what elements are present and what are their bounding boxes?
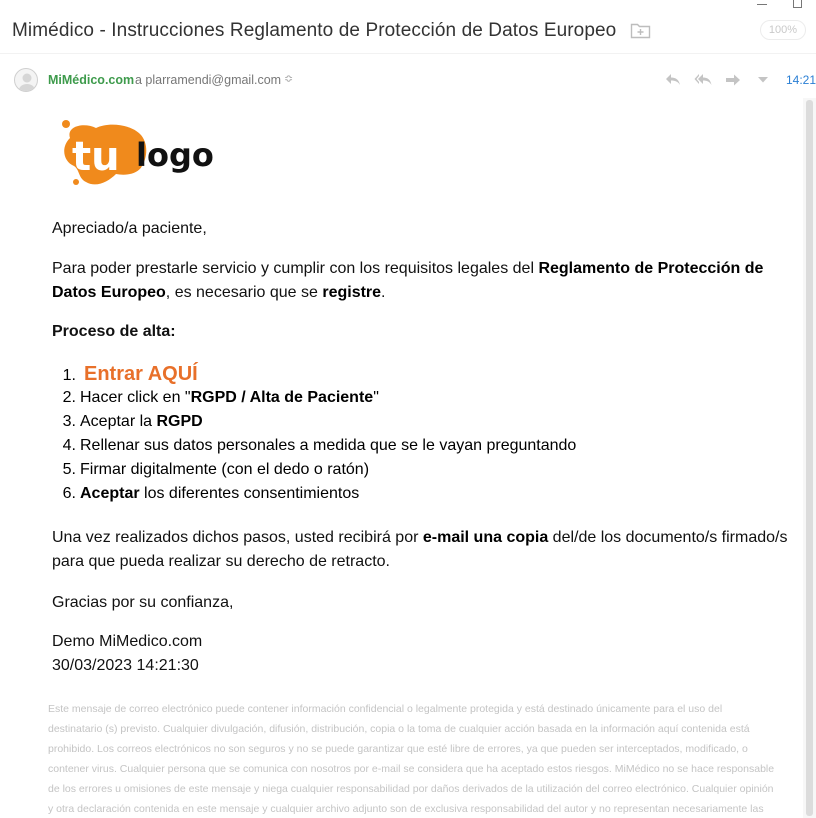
email-subject: Mimédico - Instrucciones Reglamento de Protección de Datos Europeo — [12, 20, 617, 41]
logo-text-tu: tu — [72, 134, 120, 180]
step-text: Firmar digitalmente (con el dedo o ratón) — [80, 461, 370, 478]
move-to-folder-button[interactable] — [630, 21, 652, 39]
scrollbar-thumb[interactable] — [806, 100, 813, 816]
user-icon — [15, 69, 38, 92]
intro-bold-2: registre — [322, 284, 382, 301]
greeting: Apreciado/a paciente, — [52, 220, 207, 237]
intro-text-3: . — [381, 284, 386, 301]
step-item — [52, 458, 576, 482]
chevron-down-icon — [757, 76, 769, 84]
maximize-button[interactable] — [793, 0, 802, 8]
step-bold: Aceptar — [80, 485, 140, 502]
message-header — [0, 64, 816, 96]
reply-all-button[interactable] — [694, 72, 712, 88]
details-toggle[interactable]: ≎ — [284, 73, 294, 85]
outro-paragraph — [52, 526, 797, 574]
step-number: 4. — [62, 437, 76, 454]
step-item — [52, 410, 576, 434]
process-title: Proceso de alta: — [52, 323, 176, 340]
reply-button[interactable] — [664, 72, 682, 88]
minimize-button[interactable] — [757, 4, 767, 5]
outro-text-2: del/de los documento/s firmado/s para que pueda realizar su derecho de retracto. — [52, 529, 788, 570]
step-text: Aceptar la — [80, 413, 157, 430]
logo-text-logo: logo — [136, 136, 214, 174]
signature-date: 30/03/2023 14:21:30 — [52, 657, 199, 674]
step-bold: RGPD — [156, 413, 203, 430]
step-number: 6. — [62, 485, 76, 502]
forward-button[interactable] — [724, 72, 742, 88]
header-divider — [0, 53, 816, 54]
intro-bold-1: Reglamento de Protección de Datos Europeo — [52, 260, 764, 301]
intro-text-1: Para poder prestarle servicio y cumplir con los requisitos legales del — [52, 260, 539, 277]
reply-all-icon — [694, 73, 712, 87]
step-bold: RGPD / Alta de Paciente — [190, 389, 374, 406]
avatar — [14, 68, 38, 92]
step-item — [52, 434, 576, 458]
closing-line: Gracias por su confianza, — [52, 594, 234, 611]
step-number: 3. — [62, 413, 76, 430]
message-actions — [664, 72, 772, 88]
received-time: 14:21 — [785, 73, 816, 87]
step-item — [52, 362, 576, 386]
intro-text-2: , es necesario que se — [165, 284, 323, 301]
step-text-after: " — [373, 389, 379, 406]
step-text: Hacer click en " — [80, 389, 191, 406]
outro-text-1: Una vez realizados dichos pasos, usted recibirá por — [52, 529, 423, 546]
message-body — [0, 98, 803, 818]
step-item — [52, 482, 576, 506]
subject-bar — [0, 12, 816, 50]
signature-name: Demo MiMedico.com — [52, 633, 203, 650]
more-actions-button[interactable] — [754, 72, 772, 88]
step-item — [52, 386, 576, 410]
folder-plus-icon — [630, 21, 652, 39]
step-text: Rellenar sus datos personales a medida que se le vayan preguntando — [80, 437, 577, 454]
zoom-level[interactable]: 100% — [760, 20, 806, 40]
intro-paragraph — [52, 257, 792, 305]
enter-here-link[interactable]: Entrar AQUÍ — [84, 363, 198, 385]
sender-name[interactable]: MiMédico.com — [48, 73, 135, 87]
step-number: 1. — [62, 367, 76, 384]
reply-icon — [665, 73, 681, 87]
window-controls — [757, 0, 802, 8]
step-number: 2. — [62, 389, 76, 406]
forward-icon — [725, 73, 741, 87]
message-scrollbar[interactable] — [803, 98, 816, 818]
step-text-after: los diferentes consentimientos — [139, 485, 360, 502]
outro-bold: e-mail una copia — [422, 529, 549, 546]
steps-list — [52, 362, 576, 506]
legal-disclaimer: Este mensaje de correo electrónico puede contener información confidencial o legalmente protegida y está destinado únicamente para el uso del destinatario (s) previsto. Cualquier divulgación, difusión, distribución, copia o la toma de cualquier acción basada en la información aquí contenida está prohibido. Los correos electrónicos no son seguros y no se puede garantizar que esté libre de errores, ya que pueden ser interceptados, modificado, o contener virus. Cualquier persona que se comunica con nosotros por e-mail se considera que ha aceptado estos riesgos. MiMédico no se hace responsable de los errores u omisiones de este mensaje y niega cualquier responsabilidad por daños derivados de la utilización del correo electrónico. Cualquier opinión y otra declaración contenida en este mensaje y cualquier archivo adjunto son de exclusiva responsabilidad del autor y no representan necesariamente las — [48, 703, 775, 815]
step-number: 5. — [62, 461, 76, 478]
recipient-address: a plarramendi@gmail.com — [135, 73, 282, 87]
company-logo — [56, 118, 256, 190]
